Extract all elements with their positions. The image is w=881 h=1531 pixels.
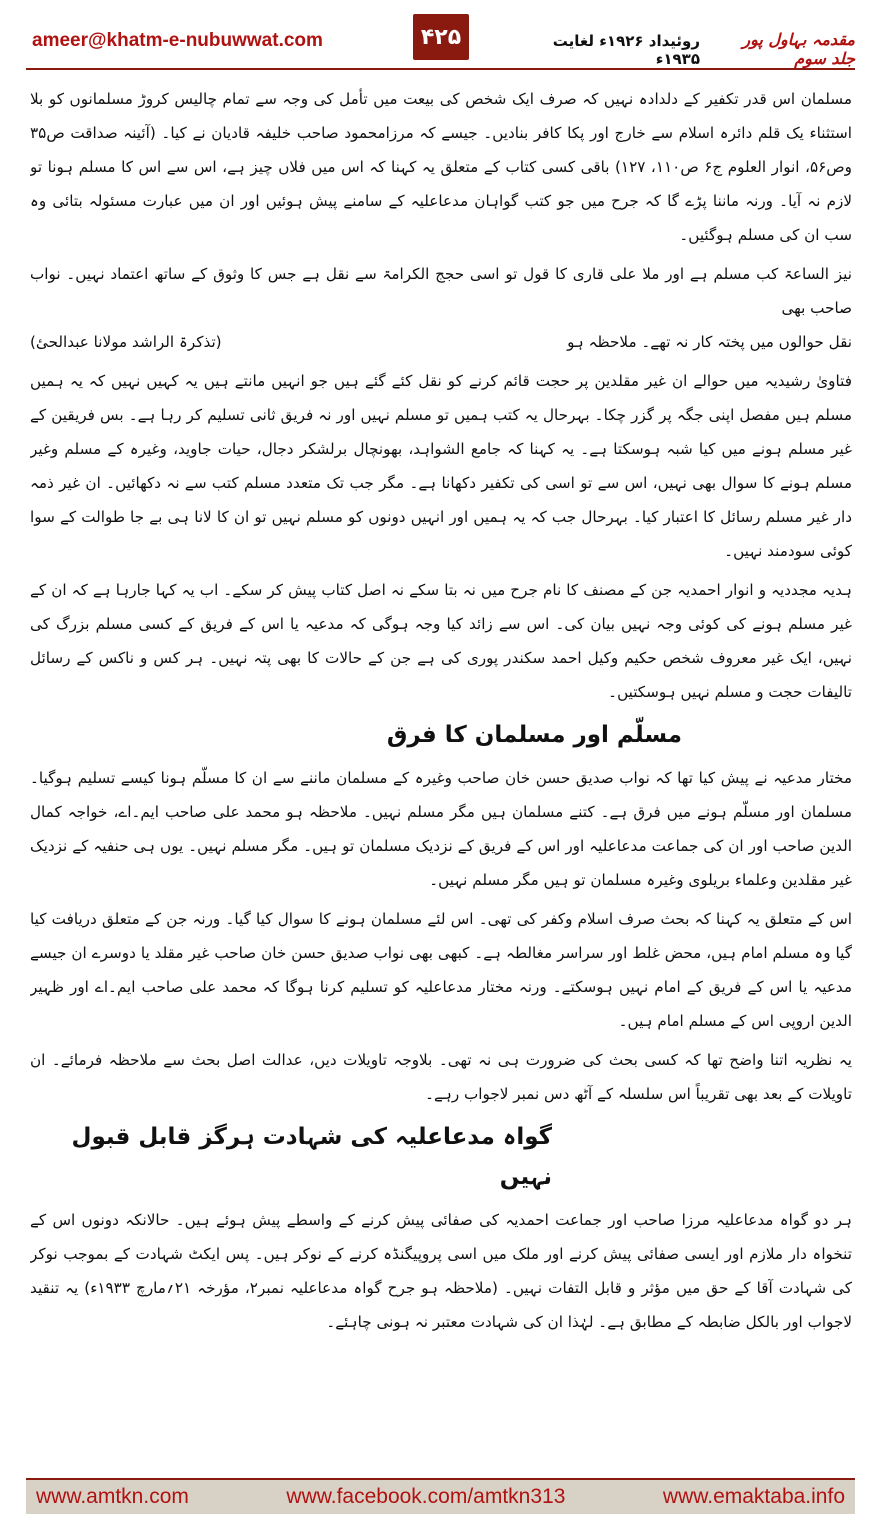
footer-link-emaktaba[interactable]: www.emaktaba.info <box>662 1485 845 1508</box>
section-heading-2: گواہ مدعاعلیہ کی شہادت ہرگز قابل قبول نہیں <box>71 1124 552 1190</box>
book-title: مقدمہ بہاول پور جلد سوم <box>742 30 855 68</box>
paragraph-3: فتاویٰ رشیدیہ میں حوالے ان غیر مقلدین پر حجت قائم کرنے کو نقل کئے گئے ہیں جو انہیں مانتے ہیں یہ کہیں نہیں کہ یہ ہمیں مسلم ہیں مفصل اپنی جگہ پر گزر چکا۔ بہرحال یہ کتب ہمیں تو مسلم نہیں اور نہ فریق ثانی تسلیم کر رہا ہے۔ بس فریقین کے غیر مسلم ہونے میں کیا شبہ ہوسکتا ہے۔ یہ کہنا کہ جامع الشواہد، بھونچال برلشکر دجال، حیات جاوید، وغیرہ کے مسلم وغیر مسلم ہونے کا سوال بھی نہیں، اس سے تو اسی کی تکفیر دکھانا ہے۔ مگر جب تک متعدد مسلم کتب سے نہ دکھائیں۔ ان غیر ذمہ دار غیر مسلم رسائل کا اعتبار کیا۔ بہرحال جب کہ یہ ہمیں اور انہیں دونوں کو مسلم نہیں تو ان کا لانا ہی بے جا طوالت کے سوا کوئی سودمند نہیں۔ <box>30 372 852 560</box>
running-head: روئیداد ۱۹۲۶ء لغایت ۱۹۳۵ء <box>552 32 700 68</box>
paragraph-8: ہر دو گواہ مدعاعلیہ مرزا صاحب اور جماعت احمدیہ کی صفائی پیش کرنے کے واسطے پیش ہوئے ہیں۔ حالانکہ دونوں اس کے تنخواہ دار ملازم اور ایسی صفائی پیش کرنے اور ملک میں اسی پروپیگنڈہ کرنے کے نوکر ہیں۔ پس ایکٹ شہادت کے بموجب نوکر کی شہادت آقا کے حق میں مؤثر و قابل التفات نہیں۔ (ملاحظہ ہو جرح گواہ مدعاعلیہ نمبر۲، مؤرخہ ۲۱؍مارچ ۱۹۳۳ء) یہ تنقید لاجواب اور بالکل ضابطہ کے مطابق ہے۔ لہٰذا ان کی شہادت معتبر نہ ہونی چاہئے۔ <box>30 1211 852 1331</box>
page-number-badge: ۴۲۵ <box>413 14 469 60</box>
reference-citation: (تذکرۃ الراشد مولانا عبدالحیٔ) <box>30 333 222 351</box>
paragraph-1: مسلمان اس قدر تکفیر کے دلدادہ نہیں کہ صرف ایک شخص کی بیعت میں تأمل کی وجہ سے تمام چالیس کروڑ مسلمانوں کو بلا استثناء یک قلم دائرہ اسلام سے خارج اور پکا کافر بنادیں۔ جیسے کہ مرزامحمود صاحب خلیفہ قادیان نے کیا۔ (آئینہ صداقت ص۳۵ وص۵۶، انوار العلوم ج۶ ص۱۱۰، ۱۲۷) باقی کسی کتاب کے متعلق یہ کہنا کہ اس میں فلاں چیز ہے، اس سے اس کا مسلم ہونا تو لازم نہ آیا۔ ورنہ ماننا پڑے گا کہ جرح میں جو کتب گواہان مدعاعلیہ کے سامنے پیش ہوئیں اور ان میں عبارت مسئولہ بتائی وہ سب ان کی مسلم ہوگئیں۔ <box>30 90 852 244</box>
footer-link-amtkn[interactable]: www.amtkn.com <box>36 1485 189 1508</box>
paragraph-2: نیز الساعۃ کب مسلم ہے اور ملا علی قاری کا قول تو اسی حجج الکرامۃ سے نقل ہے جس کا وثوق کے ساتھ اعتماد نہیں۔ نواب صاحب بھی <box>30 265 852 317</box>
page-footer <box>26 1478 855 1514</box>
paragraph-2-end-line <box>30 325 852 359</box>
header-divider <box>26 68 855 70</box>
section-heading-1: مسلّم اور مسلمان کا فرق <box>386 722 682 748</box>
page-body <box>30 82 852 1462</box>
paragraph-4: ہدیہ مجددیہ و انوار احمدیہ جن کے مصنف کا نام جرح میں نہ بتا سکے نہ اصل کتاب پیش کر سکے۔ اب یہ کہا جارہا ہے کہ ان کے غیر مسلم ہونے کی کوئی وجہ نہیں بیان کی۔ اس سے زائد کیا وجہ ہوگی کہ مدعیہ یا اس کے فریق کے کسی مسلم بزرگ کی نہیں، ایک غیر معروف شخص حکیم وکیل احمد سکندر پوری کی ہے جن کے حالات کا بھی پتہ نہیں۔ ہر کس و ناکس کے رسائل تالیفات حجت و مسلم نہیں ہوسکتیں۔ <box>30 581 852 701</box>
header-email: ameer@khatm-e-nubuwwat.com <box>32 30 323 51</box>
paragraph-6: اس کے متعلق یہ کہنا کہ بحث صرف اسلام وکفر کی تھی۔ اس لئے مسلمان ہونے کا سوال کیا گیا۔ ورنہ جن کے متعلق دریافت کیا گیا وہ مسلم امام ہیں، محض غلط اور سراسر مغالطہ ہے۔ کبھی بھی نواب صدیق حسن خان صاحب غیر مقلد یا دوسرے ان جیسے مدعیہ یا اس کے فریق کے امام نہیں ہوسکتے۔ ورنہ مختار مدعاعلیہ کو تسلیم کرنا ہوگا کہ محمد علی صاحب ایم۔اے اور ظہیر الدین اروپی اس کے مسلم امام ہیں۔ <box>30 910 852 1030</box>
footer-link-facebook[interactable]: www.facebook.com/amtkn313 <box>286 1485 566 1508</box>
paragraph-5: مختار مدعیہ نے پیش کیا تھا کہ نواب صدیق حسن خان صاحب وغیرہ کے مسلمان ماننے سے ان کا مسلّم ہونا کیسے تسلیم ہوگیا۔ مسلمان اور مسلّم ہونے میں فرق ہے۔ کتنے مسلمان ہیں مگر مسلم نہیں۔ ملاحظہ ہو محمد علی صاحب ایم۔اے، خواجہ کمال الدین صاحب اور ان کی جماعت مدعاعلیہ اور اس کے فریق کے نزدیک مسلمان تو ہیں۔ مگر مسلم نہیں۔ یوں ہی حنفیہ کے نزدیک غیر مقلدین وعلماء بریلوی وغیرہ مسلمان تو ہیں مگر مسلم نہیں۔ <box>30 769 852 889</box>
paragraph-7: یہ نظریہ اتنا واضح تھا کہ کسی بحث کی ضرورت ہی نہ تھی۔ بلاوجہ تاویلات دیں، عدالت اصل بحث سے ملاحظہ فرمائے۔ ان تاویلات کے بعد بھی تقریباً اس سلسلہ کے آٹھ دس نمبر لاجواب رہے۔ <box>30 1051 852 1103</box>
paragraph-2-end: نقل حوالوں میں پختہ کار نہ تھے۔ ملاحظہ ہو <box>567 333 852 351</box>
page-header <box>0 0 881 80</box>
